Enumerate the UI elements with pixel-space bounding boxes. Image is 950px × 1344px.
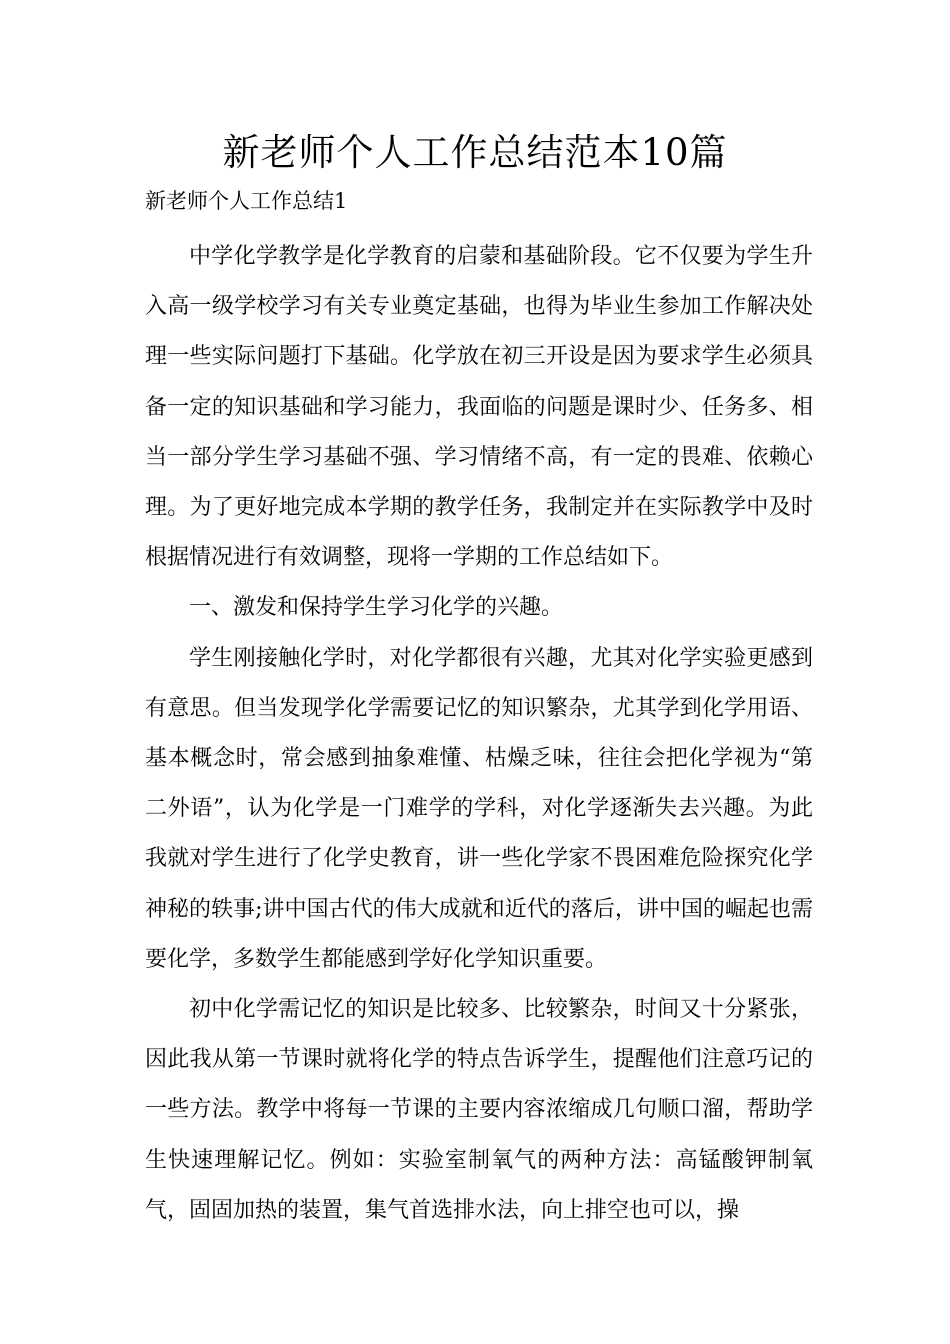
paragraph-interest: 学生刚接触化学时，对化学都很有兴趣，尤其对化学实验更感到有意思。但当发现学化学需要记忆的知识繁杂，尤其学到化学用语、基本概念时，常会感到抽象难懂、枯燥乏味，往往会把化学视为“第二外语”，认为化学是一门难学的学科，对化学逐渐失去兴趣。为此我就对学生进行了化学史教育，讲一些化学家不畏困难危险探究化学神秘的轶事;讲中国古代的伟大成就和近代的落后，讲中国的崛起也需要化学，多数学生都能感到学好化学知识重要。 [145, 645, 813, 972]
paragraph-memory: 初中化学需记忆的知识是比较多、比较繁杂，时间又十分紧张，因此我从第一节课时就将化学的特点告诉学生，提醒他们注意巧记的一些方法。教学中将每一节课的主要内容浓缩成几句顺口溜，帮助学生快速理解记忆。例如：实验室制氧气的两种方法：高锰酸钾制氧气，固固加热的装置，集气首选排水法，向上排空也可以，操 [145, 997, 813, 1223]
document-title: 新老师个人工作总结范本10篇 [222, 131, 728, 174]
section-heading: 新老师个人工作总结1 [145, 189, 348, 213]
paragraph-intro: 中学化学教学是化学教育的启蒙和基础阶段。它不仅要为学生升入高一级学校学习有关专业奠定基础，也得为毕业生参加工作解决处理一些实际问题打下基础。化学放在初三开设是因为要求学生必须具备一定的知识基础和学习能力，我面临的问题是课时少、任务多、相当一部分学生学习基础不强、学习情绪不高，有一定的畏难、依赖心理。为了更好地完成本学期的教学任务，我制定并在实际教学中及时根据情况进行有效调整，现将一学期的工作总结如下。 [145, 244, 813, 571]
subheading-interest: 一、激发和保持学生学习化学的兴趣。 [189, 595, 564, 621]
document-body [145, 232, 813, 1236]
